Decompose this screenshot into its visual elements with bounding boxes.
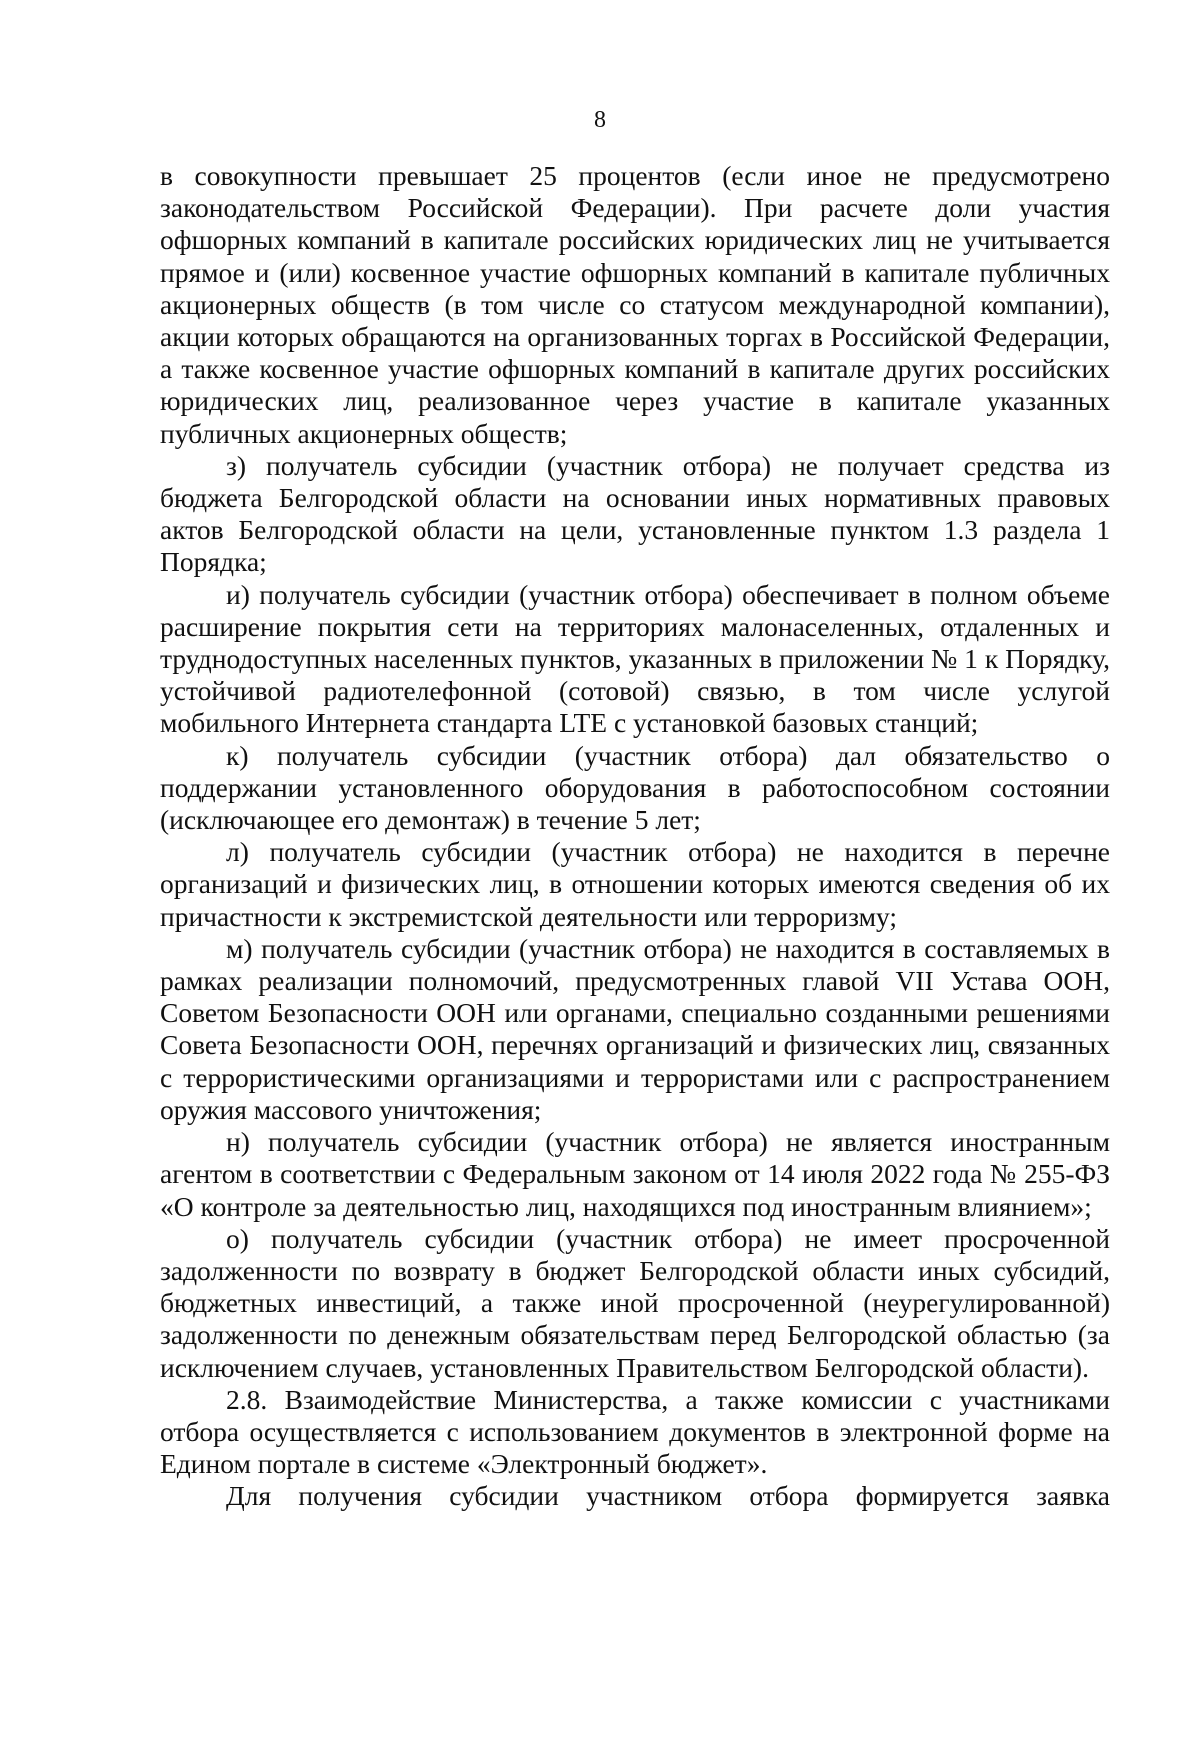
document-body [160, 160, 1110, 1513]
paragraph-item-n: н) получатель субсидии (участник отбора) не является иностранным агентом в соответствии с Федеральным законом от 14 июля 2022 года № 255-ФЗ «О контроле за деятельностью лиц, находящихся под иностранным влиянием»; [160, 1126, 1110, 1222]
paragraph-item-i: и) получатель субсидии (участник отбора) обеспечивает в полном объеме расширение покрытия сети на территориях малонаселенных, отдаленных и труднодоступных населенных пунктов, указанных в приложении № 1 к Порядку, устойчивой радиотелефонной (сотовой) связью, в том числе услугой мобильного Интернета стандарта LTE с установкой базовых станций; [160, 578, 1110, 739]
paragraph-offshore-continuation: в совокупности превышает 25 процентов (если иное не предусмотрено законодательством Российской Федерации). При расчете доли участия офшорных компаний в капитале российских юридических лиц не учитывается прямое и (или) косвенное участие офшорных компаний в капитале публичных акционерных обществ (в том числе со статусом международной компании), акции которых обращаются на организованных торгах в Российской Федерации, а также косвенное участие офшорных компаний в капитале других российских юридических лиц, реализованное через участие в капитале указанных публичных акционерных обществ; [160, 160, 1110, 449]
paragraph-section-2-8: 2.8. Взаимодействие Министерства, а также комиссии с участниками отбора осуществляется с использованием документов в электронной форме на Едином портале в системе «Электронный бюджет». [160, 1383, 1110, 1480]
paragraph-item-k: к) получатель субсидии (участник отбора) дал обязательство о поддержании установленного оборудования в работоспособном состоянии (исключающее его демонтаж) в течение 5 лет; [160, 739, 1110, 836]
paragraph-application-intro: Для получения субсидии участником отбора формируется заявка [226, 1480, 1110, 1512]
paragraph-item-o: о) получатель субсидии (участник отбора) не имеет просроченной задолженности по возврату в бюджет Белгородской области иных субсидий, бюджетных инвестиций, а также иной просроченной (неурегулированной) задолженности по денежным обязательствам перед Белгородской областью (за исключением случаев, установленных Правительством Белгородской области). [160, 1222, 1110, 1383]
paragraph-item-l: л) получатель субсидии (участник отбора) не находится в перечне организаций и физических лиц, в отношении которых имеются сведения об их причастности к экстремистской деятельности или терроризму; [160, 836, 1110, 932]
paragraph-item-m: м) получатель субсидии (участник отбора) не находится в составляемых в рамках реализации полномочий, предусмотренных главой VII Устава ООН, Советом Безопасности ООН или органами, специально созданными решениями Совета Безопасности ООН, перечнях организаций и физических лиц, связанных с террористическими организациями и террористами или с распространением оружия массового уничтожения; [160, 932, 1110, 1125]
page-number: 8 [594, 107, 606, 133]
paragraph-item-z: з) получатель субсидии (участник отбора) не получает средства из бюджета Белгородской области на основании иных нормативных правовых актов Белгородской области на цели, установленные пунктом 1.3 раздела 1 Порядка; [160, 449, 1110, 578]
